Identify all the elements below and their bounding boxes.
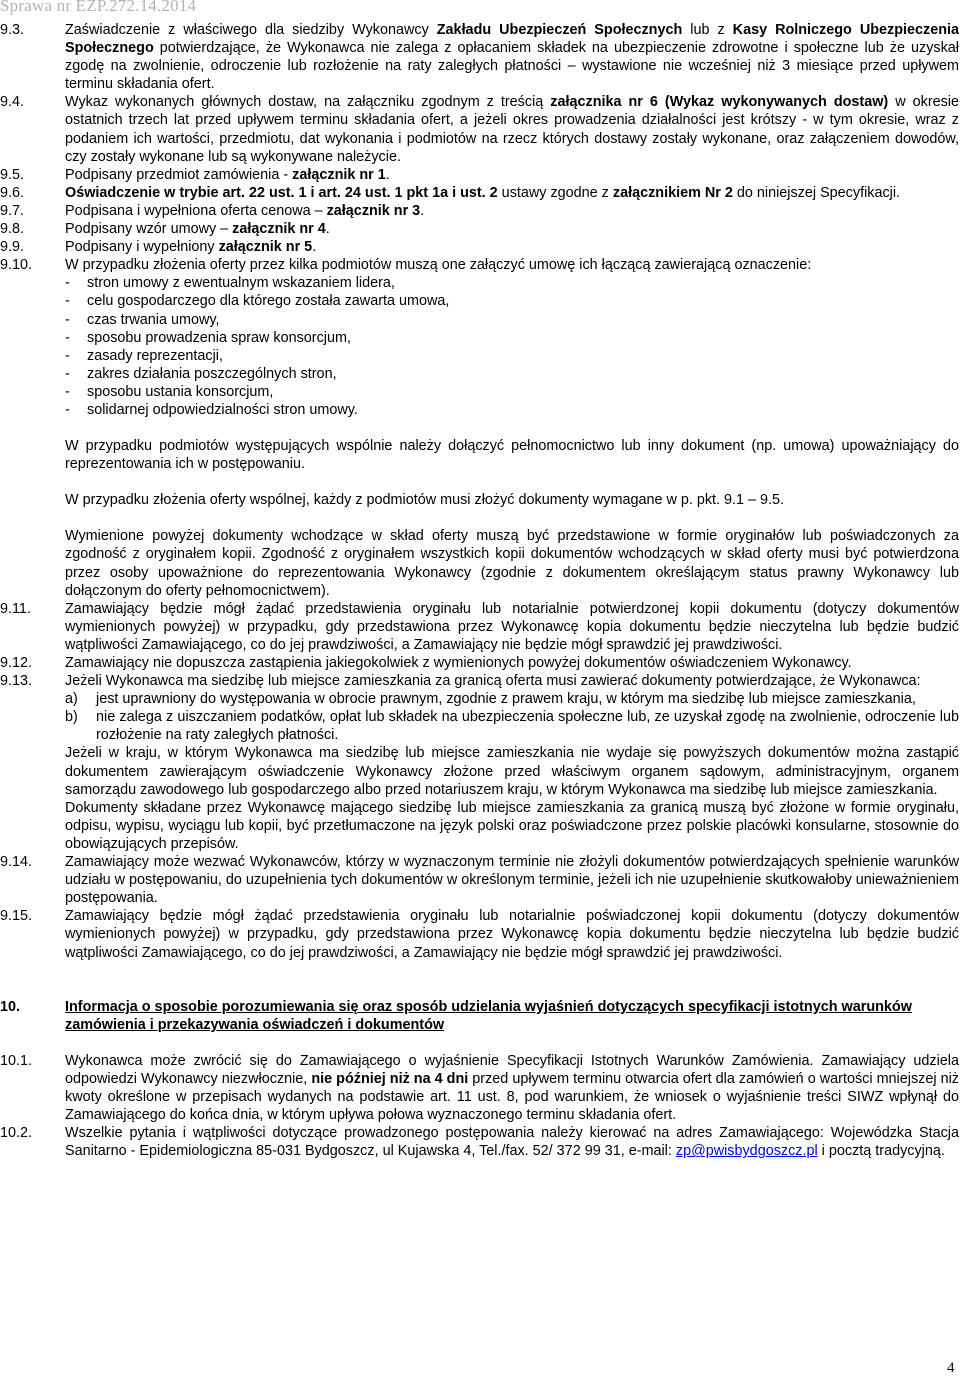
item-number: 9.11. bbox=[0, 600, 31, 617]
sub-item-b: b) nie zalega z uiszczaniem podatków, opłat lub składek na ubezpieczenia społeczne lub, ze uzyskał zgodę na zwolnienie, odroczenie lub rozłożenie na raty zaległych płatności. bbox=[65, 709, 959, 744]
list-item-9-14 bbox=[0, 853, 960, 907]
item-text: Podpisany przedmiot zamówienia - załącznik nr 1. bbox=[65, 166, 390, 183]
list-item-9-15 bbox=[0, 907, 960, 961]
paragraph: Wymienione powyżej dokumenty wchodzące w skład oferty muszą być przedstawione w formie oryginałów lub poświadczonych za zgodność z oryginałem kopii. Zgodność z oryginałem wszystkich kopii dokumentów wchodzących w skład oferty musi być potwierdzona przez osoby upoważnione do reprezentowania Wykonawcy (zgodnie z dokumentem określającym status prawny Wykonawcy lub dołączonym do oferty pełnomocnictwem). bbox=[65, 528, 959, 599]
list-item-9-3 bbox=[0, 21, 960, 93]
item-text: Podpisana i wypełniona oferta cenowa – załącznik nr 3. bbox=[65, 202, 425, 219]
item-text: Zamawiający może wezwać Wykonawców, którzy w wyznaczonym terminie nie złożyli dokumentów potwierdzających spełnienie warunków udziału w postępowaniu, do uzupełnienia tych dokumentów w określonym terminie, jeżeli ich nie uzupełnienie skutkowałoby unieważnieniem postępowania. bbox=[65, 854, 959, 907]
item-text: Zaświadczenie z właściwego dla siedziby Wykonawcy Zakładu Ubezpieczeń Społecznych lub z Kasy Rolniczego Ubezpieczenia Społecznego potwierdzające, że Wykonawca nie zalega z opłacaniem składek na ubezpieczenie zdrowotne i społeczne lub że uzyskał zgodę na zwolnienie, odroczenie lub rozłożenie na raty zaległych płatności – wystawione nie wcześniej niż 3 miesiące przed upływem terminu składania ofert. bbox=[65, 22, 959, 93]
item-text: Zamawiający będzie mógł żądać przedstawienia oryginału lub notarialnie potwierdzonej kopii dokumentu (dotyczy dokumentów wymienionych powyżej) w przypadku, gdy przedstawiona przez Wykonawcę kopia dokumentu będzie nieczytelna lub będzie budzić wątpliwości Zamawiającego, co do jej prawdziwości, a Zamawiający nie będzie mógł sprawdzić jej prawdziwości. bbox=[65, 600, 959, 653]
list-entry: - sposobu prowadzenia spraw konsorcjum, bbox=[65, 329, 351, 346]
list-item-9-12 bbox=[0, 654, 960, 672]
item-intro: W przypadku złożenia oferty przez kilka podmiotów muszą one załączyć umowę ich łączącą zawierającą oznaczenie: bbox=[65, 257, 812, 274]
list-item-9-13 bbox=[0, 672, 960, 853]
item-text bbox=[65, 256, 959, 600]
list-item-9-8 bbox=[0, 220, 960, 238]
item-number: 9.8. bbox=[0, 221, 25, 238]
item-text: Zamawiający nie dopuszcza zastąpienia jakiegokolwiek z wymienionych powyżej dokumentów oświadczeniem Wykonawcy. bbox=[65, 655, 852, 671]
email-link[interactable]: zp@pwisbydgoszcz.pl bbox=[675, 1143, 818, 1160]
list-item-9-11 bbox=[0, 600, 960, 654]
item-text: Podpisany wzór umowy – załącznik nr 4. bbox=[65, 221, 330, 238]
list-item-9-10 bbox=[0, 256, 960, 600]
list-entry: - zakres działania poszczególnych stron, bbox=[65, 365, 337, 382]
list-entry: - zasady reprezentacji, bbox=[65, 347, 223, 364]
item-number: 9.5. bbox=[0, 166, 25, 183]
section-heading-10 bbox=[0, 998, 960, 1034]
paragraph: Jeżeli w kraju, w którym Wykonawca ma siedzibę lub miejsce zamieszkania nie wydaje się powyższych dokumentów można zastąpić dokumentem zawierającym oświadczenie Wykonawcy złożone przed właściwym organem sądowym, administracyjnym, organem samorządu zawodowego lub gospodarczego albo przed notariuszem kraju, w którym Wykonawca ma siedzibę lub miejsce zamieszkania. bbox=[65, 745, 959, 798]
list-item-10-1 bbox=[0, 1052, 960, 1124]
list-entry: - sposobu ustania konsorcjum, bbox=[65, 383, 274, 400]
section-title: Informacja o sposobie porozumiewania się oraz sposób udzielania wyjaśnień dotyczących specyfikacji istotnych warunków zamówienia i przekazywania oświadczeń i dokumentów bbox=[65, 998, 912, 1033]
item-number: 9.9. bbox=[0, 239, 25, 256]
list-item-9-5 bbox=[0, 166, 960, 184]
paragraph: Dokumenty składane przez Wykonawcę mającego siedzibę lub miejsce zamieszkania za granicą muszą być złożone w formie oryginału, odpisu, wypisu, wyciągu lub kopii, być przetłumaczone na język polski oraz poświadczone przez polskie placówki konsularne, stosownie do obowiązujących przepisów. bbox=[65, 799, 959, 852]
item-number: 9.14. bbox=[0, 854, 33, 871]
item-number: 9.15. bbox=[0, 908, 33, 925]
list-entry: - czas trwania umowy, bbox=[65, 311, 220, 328]
list-item-9-4 bbox=[0, 93, 960, 165]
consortium-terms-list bbox=[65, 274, 959, 419]
list-item-9-6 bbox=[0, 184, 960, 202]
item-number: 9.7. bbox=[0, 202, 25, 219]
list-entry: - celu gospodarczego dla którego została zawarta umowa, bbox=[65, 293, 450, 310]
item-number: 9.3. bbox=[0, 22, 25, 38]
list-item-10-2 bbox=[0, 1124, 960, 1160]
list-item-9-9 bbox=[0, 238, 960, 256]
item-number: 10.2. bbox=[0, 1125, 33, 1142]
item-text: Wykaz wykonanych głównych dostaw, na załączniku zgodnym z treścią załącznika nr 6 (Wykaz wykonywanych dostaw) w okresie ostatnich trzech lat przed upływem terminu składania ofert, a jeżeli okres prowadzenia działalności jest krótszy - w tym okresie, wraz z podaniem ich wartości, przedmiotu, dat wykonania i podmiotów na rzecz których dostawy zostały wykonane, oraz załączeniem dowodów, czy zostały wykonane lub są wykonywane należycie. bbox=[65, 94, 960, 165]
list-item-9-7 bbox=[0, 202, 960, 220]
page-number: 4 bbox=[947, 1360, 955, 1376]
item-text: Wykonawca może zwrócić się do Zamawiającego o wyjaśnienie Specyfikacji Istotnych Warunków Zamówienia. Zamawiający udziela odpowiedzi Wykonawcy niezwłocznie, nie później niż na 4 dni przed upływem terminu otwarcia ofert dla zamówień o wartości mniejszej niż kwoty określone w przepisach wydanych na podstawie art. 11 ust. 8, pod warunkiem, że wniosek o wyjaśnienie treści SIWZ wpłynął do Zamawiającego do końca dnia, w którym upływa połowa wyznaczonego terminu składania ofert. bbox=[65, 1052, 959, 1124]
item-text: Podpisany i wypełniony załącznik nr 5. bbox=[65, 239, 317, 256]
sub-item-a: a) jest uprawniony do występowania w obrocie prawnym, zgodnie z prawem kraju, w którym ma siedzibę lub miejsce zamieszkania, bbox=[65, 691, 916, 708]
item-intro: Jeżeli Wykonawca ma siedzibę lub miejsce zamieszkania za granicą oferta musi zawierać dokumenty potwierdzające, że Wykonawca: bbox=[65, 673, 921, 690]
item-number: 9.10. bbox=[0, 257, 33, 274]
document-body bbox=[0, 21, 960, 1160]
item-number: 9.12. bbox=[0, 655, 33, 671]
item-text: Zamawiający będzie mógł żądać przedstawienia oryginału lub notarialnie poświadczonej kopii dokumentu (dotyczy dokumentów wymienionych powyżej) w przypadku, gdy przedstawiona przez Wykonawcę kopia dokumentu będzie nieczytelna lub będzie budzić wątpliwości Zamawiającego, co do jej prawdziwości, a Zamawiający nie będzie mógł sprawdzić jej prawdziwości. bbox=[65, 908, 959, 961]
item-number: 9.13. bbox=[0, 673, 33, 690]
document-watermark: Sprawa nr EZP.272.14.2014 bbox=[0, 0, 197, 15]
item-number: 10.1. bbox=[0, 1052, 33, 1069]
section-number: 10. bbox=[0, 998, 21, 1015]
paragraph: W przypadku złożenia oferty wspólnej, każdy z podmiotów musi złożyć dokumenty wymagane w p. pkt. 9.1 – 9.5. bbox=[65, 492, 785, 509]
item-number: 9.6. bbox=[0, 184, 25, 201]
list-entry: - solidarnej odpowiedzialności stron umowy. bbox=[65, 401, 358, 418]
item-text: Oświadczenie w trybie art. 22 ust. 1 i art. 24 ust. 1 pkt 1a i ust. 2 ustawy zgodne z załącznikiem Nr 2 do niniejszej Specyfikacji. bbox=[65, 184, 901, 201]
list-entry: - stron umowy z ewentualnym wskazaniem lidera, bbox=[65, 275, 395, 292]
item-text: Wszelkie pytania i wątpliwości dotyczące prowadzonego postępowania należy kierować na adres Zamawiającego: Wojewódzka Stacja Sanitarno - Epidemiologiczna 85-031 Bydgoszcz, ul Kujawska 4, Tel./fax. 52/ 372 99 31, e-mail: zp@pwisbydgoszcz.pl i pocztą tradycyjną. bbox=[65, 1125, 959, 1160]
paragraph: W przypadku podmiotów występujących wspólnie należy dołączyć pełnomocnictwo lub inny dokument (np. umowa) upoważniający do reprezentowania ich w postępowaniu. bbox=[65, 438, 959, 473]
item-text bbox=[65, 672, 959, 853]
item-number: 9.4. bbox=[0, 94, 25, 111]
